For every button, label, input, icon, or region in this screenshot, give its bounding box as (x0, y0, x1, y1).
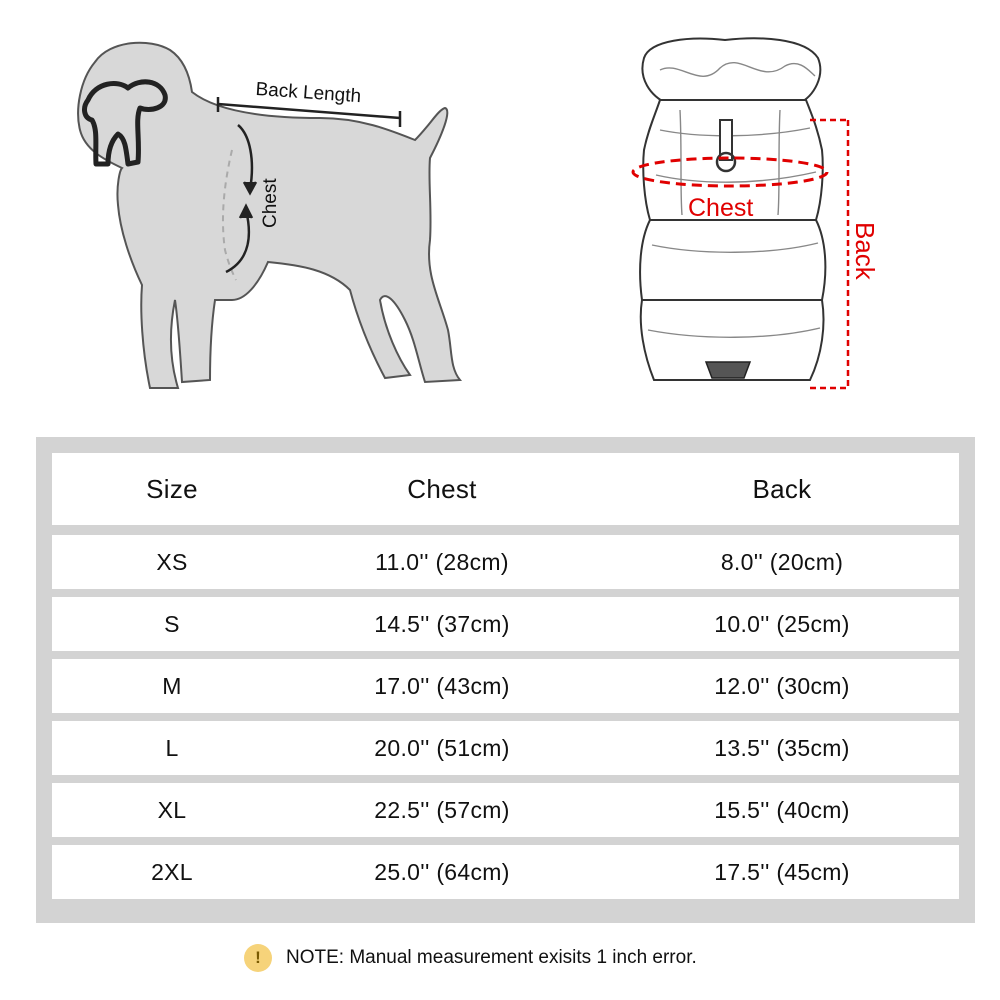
chest-cell: 17.0'' (43cm) (374, 672, 510, 699)
back-cell: 13.5'' (35cm) (714, 734, 850, 761)
back-cell: 10.0'' (25cm) (714, 610, 850, 637)
size-cell: XS (156, 548, 188, 575)
back-length-label: Back Length (254, 78, 362, 108)
size-cell: M (162, 672, 182, 699)
back-cell: 12.0'' (30cm) (714, 672, 850, 699)
coat-logo-badge (706, 362, 750, 378)
dog-measurement-diagram (0, 0, 520, 420)
header-size: Size (146, 473, 198, 504)
size-chart-table (36, 437, 975, 923)
chest-label-dog: Chest (260, 178, 281, 228)
size-cell: S (164, 610, 180, 637)
table-row (52, 721, 959, 775)
coat-back-label: Back (850, 222, 880, 280)
warning-icon: ! (244, 944, 272, 972)
note-text: NOTE: Manual measurement exisits 1 inch error. (286, 947, 697, 968)
chest-cell: 20.0'' (51cm) (374, 734, 510, 761)
back-cell: 17.5'' (45cm) (714, 858, 850, 885)
chest-cell: 25.0'' (64cm) (374, 858, 510, 885)
header-chest: Chest (407, 473, 477, 504)
size-cell: L (165, 734, 179, 761)
chest-cell: 14.5'' (37cm) (374, 610, 510, 637)
measurement-note (244, 944, 697, 972)
size-cell: XL (157, 796, 187, 823)
table-row (52, 783, 959, 837)
chest-cell: 22.5'' (57cm) (374, 796, 510, 823)
table-row (52, 597, 959, 651)
back-cell: 8.0'' (20cm) (720, 548, 844, 575)
table-row (52, 659, 959, 713)
table-header-row (52, 453, 959, 525)
size-cell: 2XL (151, 858, 193, 885)
chest-cell: 11.0'' (28cm) (375, 548, 509, 575)
table-row (52, 535, 959, 589)
header-back: Back (752, 473, 812, 504)
coat-measurement-diagram (620, 0, 980, 420)
table-row (52, 845, 959, 899)
coat-chest-label: Chest (688, 194, 754, 222)
back-cell: 15.5'' (40cm) (714, 796, 850, 823)
illustration-area (0, 0, 1000, 420)
